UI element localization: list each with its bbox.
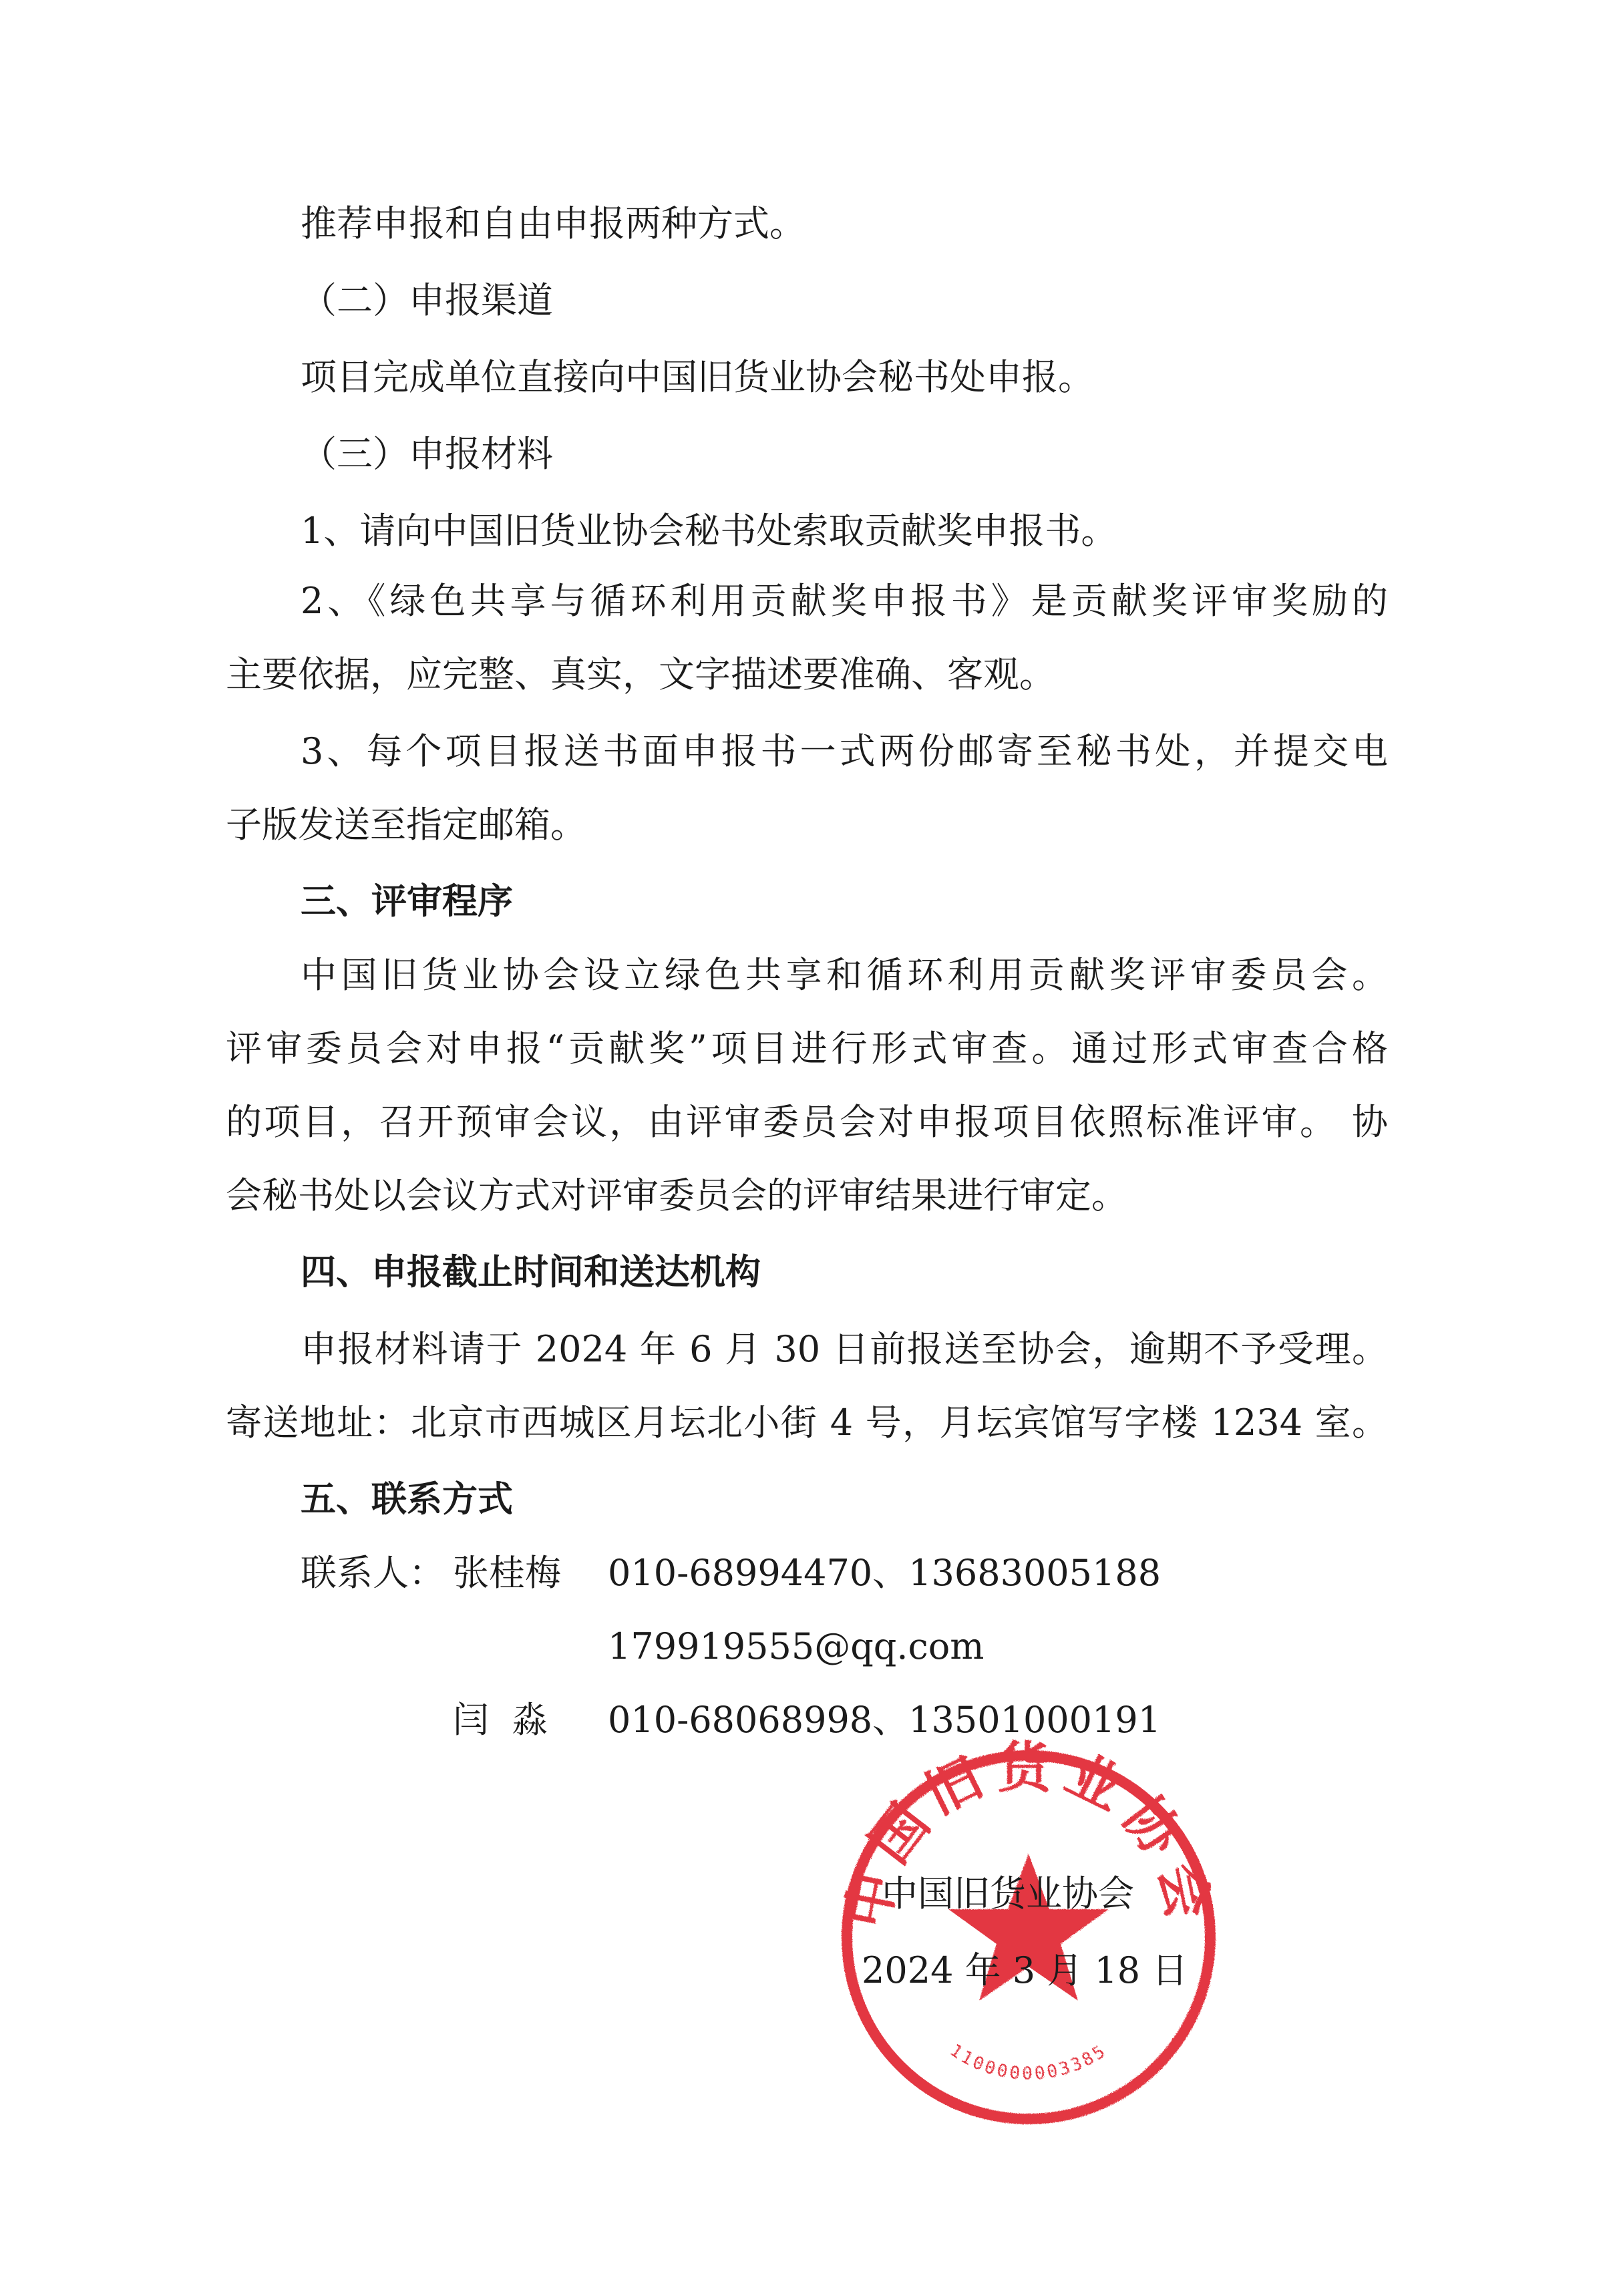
paragraph-line: 1、请向中国旧货业协会秘书处索取贡献奖申报书。 [301, 510, 1117, 552]
contact-email: 179919555@qq.com [608, 1625, 985, 1667]
official-seal-stamp [828, 1737, 1229, 2138]
paragraph-line: 主要依据，应完整、真实，文字描述要准确、客观。 [226, 653, 1055, 695]
subheading-materials: （三）申报材料 [301, 433, 553, 475]
signature-org: 中国旧货业协会 [882, 1872, 1134, 1915]
subheading-channel: （二）申报渠道 [301, 279, 553, 321]
seal-arc-text: 中国旧货业协会 [835, 1737, 1222, 1934]
paragraph-line: 2、《绿色共享与循环利用贡献奖申报书》是贡献奖评审奖励的 [301, 580, 1388, 622]
contact-label: 联系人： [301, 1552, 445, 1594]
paragraph-line: 会秘书处以会议方式对评审委员会的评审结果进行审定。 [226, 1174, 1127, 1216]
paragraph-line: 子版发送至指定邮箱。 [226, 804, 586, 846]
paragraph-line: 的项目，召开预审会议，由评审委员会对申报项目依照标准评审。 协 [226, 1101, 1388, 1143]
paragraph-line: 中国旧货业协会设立绿色共享和循环利用贡献奖评审委员会。 [301, 954, 1388, 996]
contact-name: 张桂梅 [453, 1552, 561, 1594]
paragraph-line: 3、每个项目报送书面申报书一式两份邮寄至秘书处，并提交电 [301, 730, 1388, 772]
paragraph-line: 申报材料请于 2024 年 6 月 30 日前报送至协会，逾期不予受理。 [301, 1328, 1388, 1370]
contact-phones: 010-68994470、13683005188 [608, 1552, 1161, 1594]
section-heading-deadline: 四、申报截止时间和送达机构 [301, 1252, 761, 1293]
section-heading-review: 三、评审程序 [301, 881, 513, 922]
section-heading-contact: 五、联系方式 [301, 1479, 513, 1520]
signature-date: 2024 年 3 月 18 日 [862, 1949, 1188, 1991]
contact-name: 闫 淼 [453, 1699, 548, 1741]
paragraph-line: 推荐申报和自由申报两种方式。 [301, 202, 806, 244]
seal-code: 1100000003385 [946, 2040, 1111, 2084]
contact-phones: 010-68068998、13501000191 [608, 1699, 1161, 1741]
paragraph-line: 项目完成单位直接向中国旧货业协会秘书处申报。 [301, 356, 1094, 398]
paragraph-line: 寄送地址：北京市西城区月坛北小街 4 号，月坛宾馆写字楼 1234 室。 [226, 1402, 1388, 1444]
paragraph-line: 评审委员会对申报“贡献奖”项目进行形式审查。通过形式审查合格 [226, 1027, 1388, 1070]
